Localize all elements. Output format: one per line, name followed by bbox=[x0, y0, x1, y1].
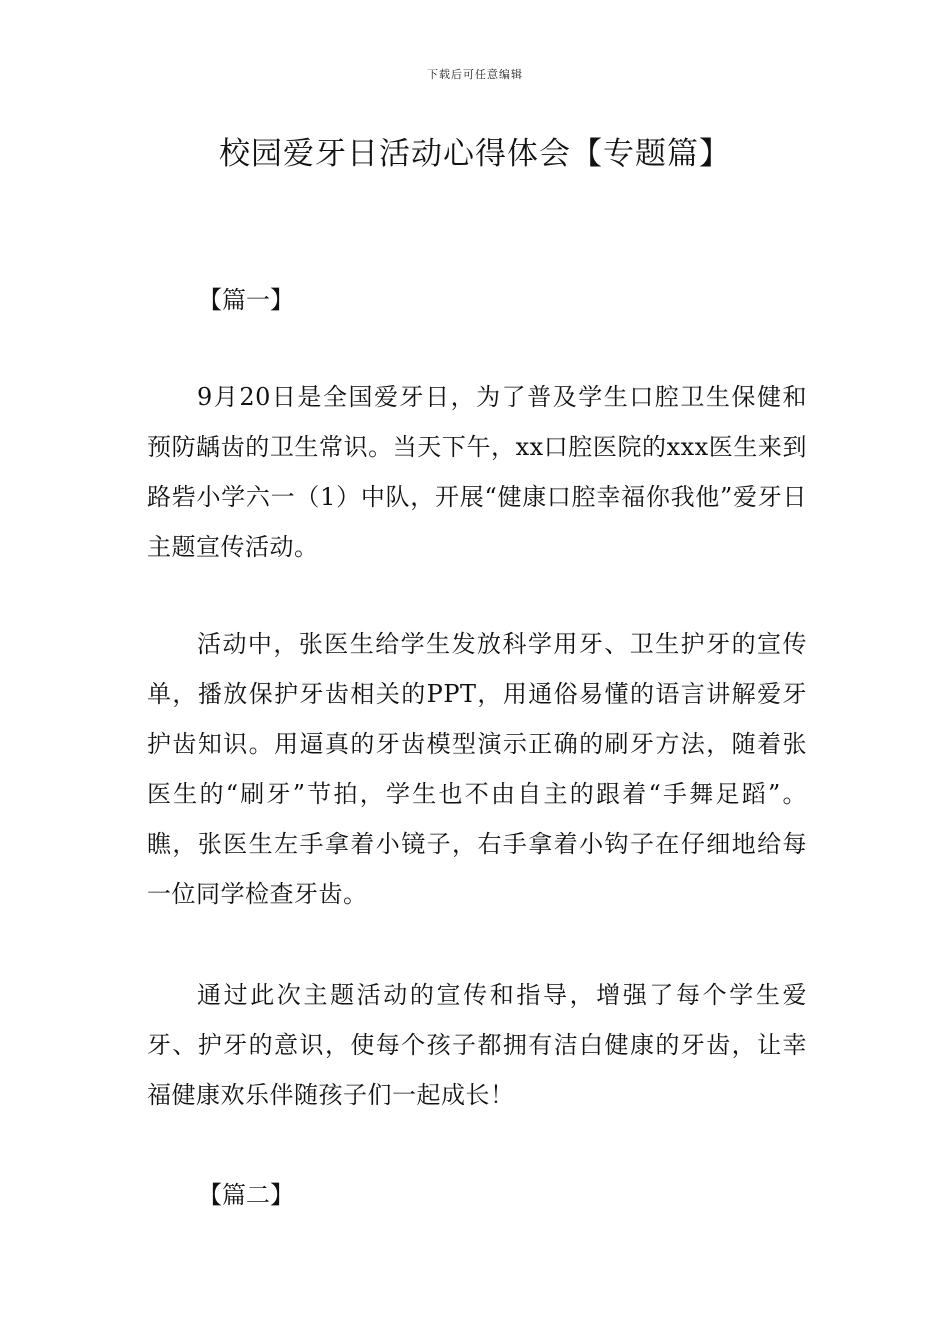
page-header-note: 下载后可任意编辑 bbox=[427, 68, 523, 81]
document-title: 校园爱牙日活动心得体会【专题篇】 bbox=[219, 136, 731, 172]
paragraph-1: 9月20日是全国爱牙日，为了普及学生口腔卫生保健和预防龋齿的卫生常识。当天下午，xx口腔医院的xxx医生来到路砦小学六一（1）中队，开展“健康口腔幸福你我他”爱牙日主题宣传活动。 bbox=[147, 383, 807, 561]
paragraph-2: 活动中，张医生给学生发放科学用牙、卫生护牙的宣传单，播放保护牙齿相关的PPT，用通俗易懂的语言讲解爱牙护齿知识。用逼真的牙齿模型演示正确的刷牙方法，随着张医生的“刷牙”节拍，学生也不由自主的跟着“手舞足蹈”。瞧，张医生左手拿着小镜子，右手拿着小钩子在仔细地给每一位同学检查牙齿。 bbox=[147, 630, 807, 908]
section-heading-1: 【篇一】 bbox=[198, 286, 294, 314]
section-heading-2: 【篇二】 bbox=[198, 1181, 294, 1209]
paragraph-3: 通过此次主题活动的宣传和指导，增强了每个学生爱牙、护牙的意识，使每个孩子都拥有洁白健康的牙齿，让幸福健康欢乐伴随孩子们一起成长！ bbox=[147, 981, 807, 1109]
